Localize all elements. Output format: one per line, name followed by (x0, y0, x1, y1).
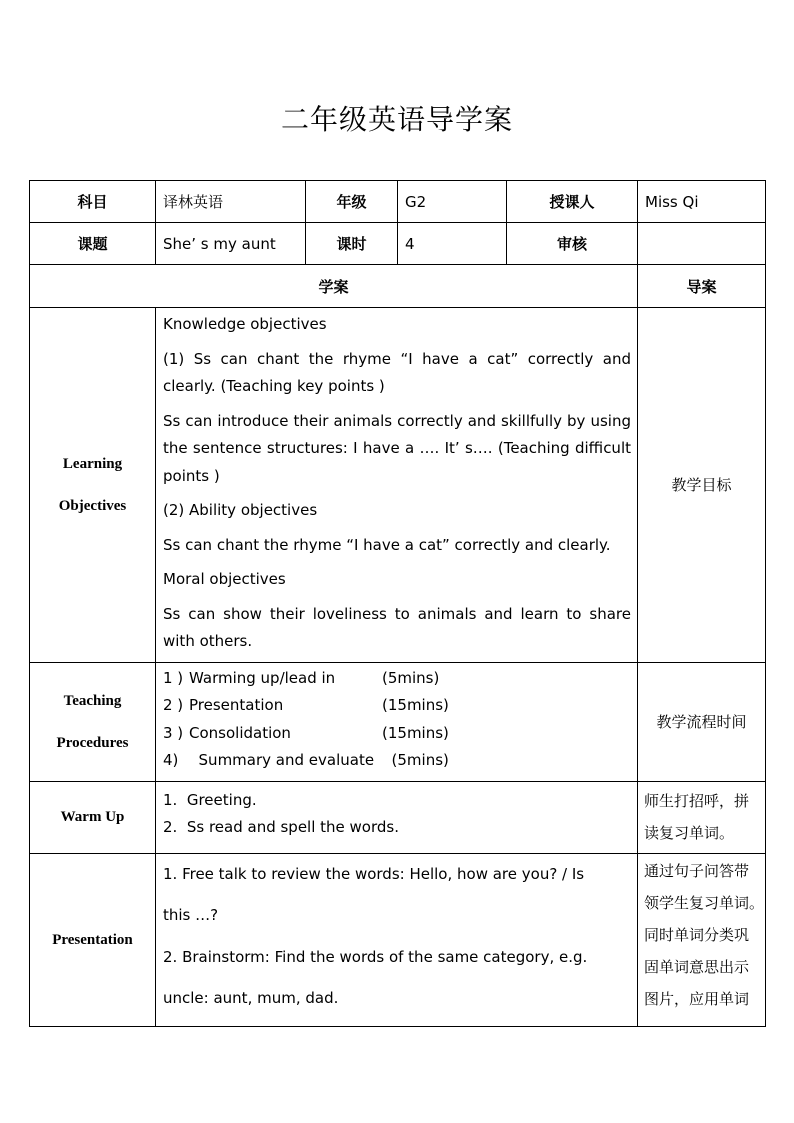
topic-label: 课题 (30, 223, 156, 265)
objective-line: Ss can chant the rhyme “I have a cat” correctly and clearly. (163, 535, 611, 554)
review-label: 审核 (507, 223, 638, 265)
presentation-line: uncle: aunt, mum, dad. (163, 989, 339, 1007)
warmup-item: 1. Greeting. (163, 790, 257, 809)
objectives-guide: 教学目标 (638, 308, 766, 663)
procedure-number: 2 ) (163, 696, 184, 714)
objective-line: Ss can introduce their animals correctly and skillfully by using the sentence structures: I have a …. It’ s…. (Teaching difficult points ) (163, 411, 631, 485)
warmup-guide-line: 师生打招呼，拼 (644, 791, 750, 810)
procedure-item (163, 692, 631, 720)
objectives-label (30, 308, 156, 663)
objective-line: Knowledge objectives (163, 315, 327, 333)
grade-label: 年级 (306, 181, 398, 223)
procedure-time: (15mins) (382, 723, 449, 742)
lesson-plan-table (29, 180, 766, 1027)
info-row-1 (30, 181, 766, 223)
procedure-number: 1 ) (163, 668, 184, 687)
period-value: 4 (398, 223, 507, 265)
procedures-label-line2: Procedures (56, 734, 129, 751)
procedure-step: Consolidation (189, 723, 291, 742)
procedure-number: 4) (163, 751, 179, 769)
column-header-row (30, 265, 766, 308)
warmup-item: 2. Ss read and spell the words. (163, 817, 399, 836)
procedure-step: Presentation (189, 696, 284, 714)
warmup-label: Warm Up (30, 781, 156, 853)
presentation-label: Presentation (30, 853, 156, 1026)
procedure-time: (15mins) (382, 696, 449, 714)
objectives-label-line2: Objectives (58, 497, 127, 514)
period-label: 课时 (306, 223, 398, 265)
presentation-line: this …? (163, 906, 219, 924)
presentation-guide-line: 通过句子问答带 (644, 861, 750, 880)
procedures-label-line1: Teaching (63, 692, 122, 709)
warmup-content (156, 781, 638, 853)
procedures-content (156, 662, 638, 781)
procedure-item (163, 747, 631, 775)
teacher-label: 授课人 (507, 181, 638, 223)
review-value (638, 223, 766, 265)
grade-value: G2 (398, 181, 507, 223)
procedures-row (30, 662, 766, 781)
procedure-item (163, 665, 631, 693)
objective-line: (1) Ss can chant the rhyme “I have a cat” correctly and clearly. (Teaching key points ) (163, 349, 631, 395)
procedure-step: Summary and evaluate (189, 751, 375, 769)
presentation-row (30, 853, 766, 1026)
procedures-guide: 教学流程时间 (638, 662, 766, 781)
info-row-2 (30, 223, 766, 265)
presentation-guide-line: 图片，应用单词 (644, 989, 750, 1008)
page-title: 二年级英语导学案 (280, 103, 513, 136)
procedure-step: Warming up/lead in (189, 668, 336, 687)
subject-label: 科目 (30, 181, 156, 223)
presentation-guide-line: 固单词意思出示 (644, 957, 750, 976)
presentation-line: 1. Free talk to review the words: Hello, how are you? / Is (163, 864, 585, 883)
procedure-number: 3 ) (163, 723, 184, 742)
subject-value: 译林英语 (156, 181, 306, 223)
warmup-guide-line: 读复习单词。 (644, 823, 735, 842)
presentation-content (156, 853, 638, 1026)
objectives-row (30, 308, 766, 663)
topic-value: She’ s my aunt (156, 223, 306, 265)
guide-column-header: 导案 (638, 265, 766, 308)
teacher-value: Miss Qi (638, 181, 766, 223)
objectives-label-line1: Learning (62, 455, 123, 472)
objective-line: (2) Ability objectives (163, 501, 318, 519)
procedure-time: (5mins) (382, 751, 449, 769)
presentation-line: 2. Brainstorm: Find the words of the same category, e.g. (163, 947, 588, 966)
presentation-guide-line: 同时单词分类巩 (644, 925, 750, 944)
objectives-content (156, 308, 638, 663)
presentation-guide (638, 853, 766, 1026)
objective-line: Ss can show their loveliness to animals and learn to share with others. (163, 604, 631, 650)
procedure-item (163, 720, 631, 748)
plan-column-header: 学案 (30, 265, 638, 308)
procedure-time: (5mins) (382, 668, 440, 687)
procedures-label (30, 662, 156, 781)
warmup-row (30, 781, 766, 853)
presentation-guide-line: 领学生复习单词。 (644, 893, 765, 912)
warmup-guide (638, 781, 766, 853)
objective-line: Moral objectives (163, 570, 286, 588)
